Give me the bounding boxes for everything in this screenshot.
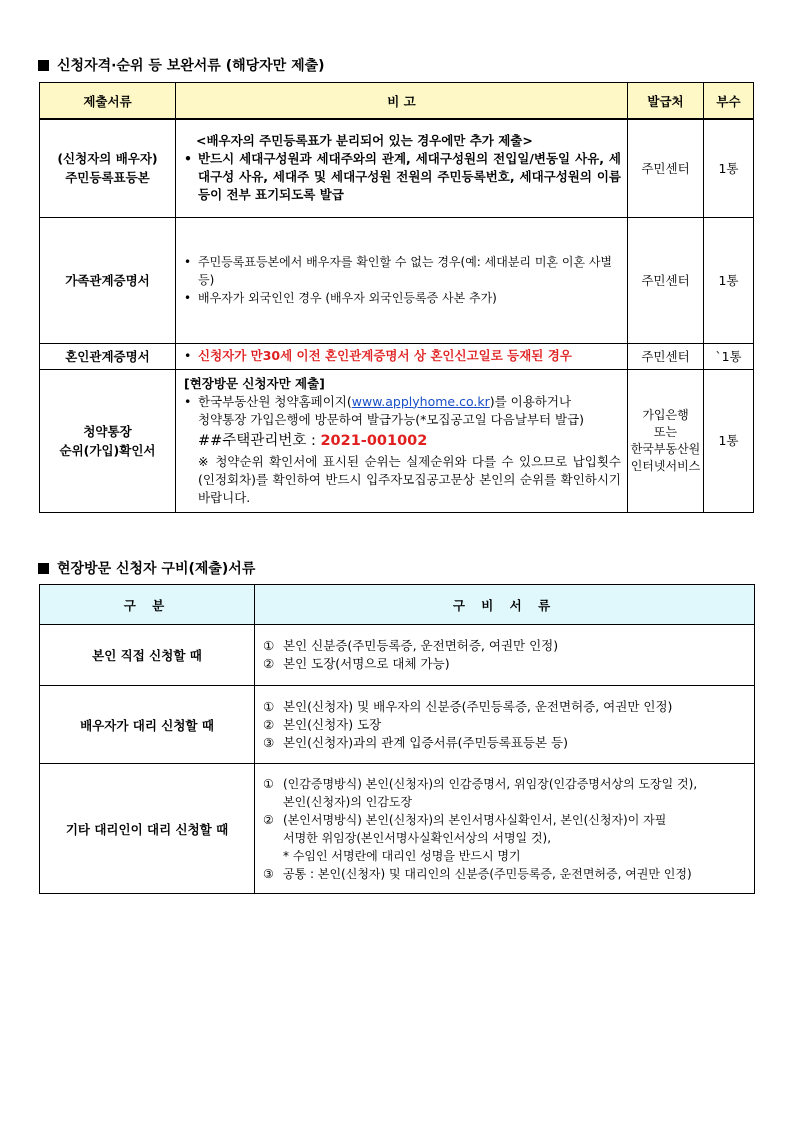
house-number-line — [184, 429, 621, 453]
doc-cell — [40, 119, 176, 217]
note-text: 신청자가 만30세 이전 혼인관계증명서 상 혼인신고일로 등재된 경우 — [198, 348, 572, 363]
item-text: 본인(신청자) 도장 — [283, 716, 382, 732]
doc-line: 순위(가입)확인서 — [59, 442, 156, 458]
table-header-row — [40, 585, 755, 625]
list-item — [184, 347, 621, 365]
issuer-line: 인터넷서비스 — [630, 458, 701, 473]
category-cell: 배우자가 대리 신청할 때 — [40, 686, 255, 764]
square-bullet-icon — [38, 563, 49, 574]
list-item — [184, 253, 621, 289]
item-text: 공통 : 본인(신청자) 및 대리인의 신분증(주민등록증, 운전면허증, 여권만 인정) — [283, 866, 692, 881]
section2-title-text: 현장방문 신청자 구비(제출)서류 — [57, 561, 256, 577]
note-text: 반드시 세대구성원과 세대주와의 관계, 세대구성원의 전입일/변동일 사유, 세대구성 사유, 세대주 및 세대구성원 전원의 주민등록번호, 세대구성원의 이름 등이 전부 표기되도록 발급 — [198, 151, 621, 203]
item-number: ① — [263, 776, 274, 791]
item-number: ① — [263, 638, 275, 653]
issuer-line: 또는 — [653, 424, 678, 439]
item-text: (본인서명방식) 본인(신청자)의 본인서명사실확인서, 본인(신청자)이 자필 — [283, 812, 667, 827]
category-cell: 기타 대리인이 대리 신청할 때 — [40, 764, 255, 894]
applyhome-link[interactable]: www.applyhome.co.kr — [351, 393, 490, 409]
note-text: 청약통장 가입은행에 방문하여 발급가능(*모집공고일 다음날부터 발급) — [198, 411, 585, 427]
doc-line: 주민등록표등본 — [65, 170, 150, 186]
list-item — [184, 150, 621, 204]
doc-cell — [40, 369, 176, 512]
header-category: 구 분 — [40, 585, 255, 625]
section1-title-text: 신청자격·순위 등 보완서류 (해당자만 제출) — [57, 58, 325, 74]
list-item — [263, 698, 748, 716]
copies-cell: 1통 — [704, 119, 754, 217]
header-issuer: 발급처 — [628, 83, 704, 120]
doc-line: (신청자의 배우자) — [57, 151, 158, 167]
header-copies: 부수 — [704, 83, 754, 120]
issuer-cell — [628, 369, 704, 512]
note-cell — [176, 119, 628, 217]
onsite-documents-table — [39, 584, 755, 894]
issuer-cell: 주민센터 — [628, 217, 704, 343]
bullet-icon: • — [184, 348, 192, 363]
list-item — [263, 865, 748, 883]
square-bullet-icon — [38, 60, 49, 71]
item-text: 본인 도장(서명으로 대체 가능) — [283, 656, 450, 671]
table-row — [40, 625, 755, 686]
table-row — [40, 764, 755, 894]
copies-cell: `1통 — [704, 343, 754, 369]
item-number: ③ — [263, 866, 274, 881]
item-text: 본인(신청자) 및 배우자의 신분증(주민등록증, 운전면허증, 여권만 인정) — [283, 698, 673, 714]
supplementary-documents-table — [39, 82, 754, 513]
item-text: 서명한 위임장(본인서명사실확인서상의 서명일 것), — [283, 830, 552, 845]
note-text: 한국부동산원 청약홈페이지( — [198, 393, 352, 409]
list-item — [263, 775, 748, 793]
header-note: 비 고 — [176, 83, 628, 120]
copies-cell: 1통 — [704, 369, 754, 512]
docs-cell — [255, 764, 755, 894]
item-number: ② — [263, 656, 275, 671]
house-number-value: 2021-001002 — [320, 432, 428, 449]
bullet-icon: • — [184, 291, 192, 305]
note-text: )를 이용하거나 — [489, 393, 572, 409]
list-item — [263, 734, 748, 752]
bullet-icon: • — [184, 255, 192, 269]
issuer-cell: 주민센터 — [628, 119, 704, 217]
section1-title — [38, 55, 325, 75]
item-text: 본인 신분증(주민등록증, 운전면허증, 여권만 인정) — [283, 638, 559, 653]
table-row — [40, 343, 754, 369]
item-number: ② — [263, 812, 274, 827]
header-docs: 구 비 서 류 — [255, 585, 755, 625]
section2-title — [38, 558, 255, 578]
item-text: 본인(신청자)과의 관계 입증서류(주민등록표등본 등) — [283, 734, 569, 750]
list-item — [263, 716, 748, 734]
list-item — [184, 393, 621, 411]
copies-cell: 1통 — [704, 217, 754, 343]
item-number: ③ — [263, 734, 275, 750]
house-number-label: ##주택관리번호 : — [198, 432, 321, 449]
header-doc: 제출서류 — [40, 83, 176, 120]
doc-line: 청약통장 — [83, 423, 132, 439]
doc-cell: 가족관계증명서 — [40, 217, 176, 343]
bullet-icon: • — [184, 393, 192, 409]
note-heading: <배우자의 주민등록표가 분리되어 있는 경우에만 추가 제출> — [196, 133, 533, 149]
table-header-row — [40, 83, 754, 120]
issuer-cell: 주민센터 — [628, 343, 704, 369]
note-cell — [176, 217, 628, 343]
item-text: * 수임인 서명란에 대리인 성명을 반드시 명기 — [283, 848, 521, 863]
doc-cell: 혼인관계증명서 — [40, 343, 176, 369]
issuer-line: 한국부동산원 — [630, 441, 701, 456]
docs-cell — [255, 625, 755, 686]
note-heading: [현장방문 신청자만 제출] — [184, 375, 325, 391]
table-row — [40, 686, 755, 764]
item-number: ② — [263, 716, 275, 732]
item-number: ① — [263, 698, 275, 714]
issuer-line: 가입은행 — [642, 407, 689, 422]
note-cell — [176, 369, 628, 512]
note-cell — [176, 343, 628, 369]
category-cell: 본인 직접 신청할 때 — [40, 625, 255, 686]
bullet-icon: • — [184, 151, 192, 167]
warning-text: ※ 청약순위 확인서에 표시된 순위는 실제순위와 다를 수 있으므로 납입횟수(인정회차)를 확인하여 반드시 입주자모집공고문상 본인의 순위를 확인하시기 바랍니다. — [198, 453, 621, 505]
table-row — [40, 119, 754, 217]
list-item — [263, 637, 748, 655]
docs-cell — [255, 686, 755, 764]
table-row — [40, 217, 754, 343]
item-text: 본인(신청자)의 인감도장 — [283, 794, 413, 809]
item-text: (인감증명방식) 본인(신청자)의 인감증명서, 위임장(인감증명서상의 도장일 것), — [283, 776, 698, 791]
table-row — [40, 369, 754, 512]
note-text: 배우자가 외국인인 경우 (배우자 외국인등록증 사본 추가) — [198, 291, 497, 305]
list-item — [184, 289, 621, 307]
note-text: 주민등록표등본에서 배우자를 확인할 수 없는 경우(예: 세대분리 미혼 이혼 사별 등) — [198, 255, 613, 287]
list-item — [263, 655, 748, 673]
list-item — [263, 811, 748, 829]
